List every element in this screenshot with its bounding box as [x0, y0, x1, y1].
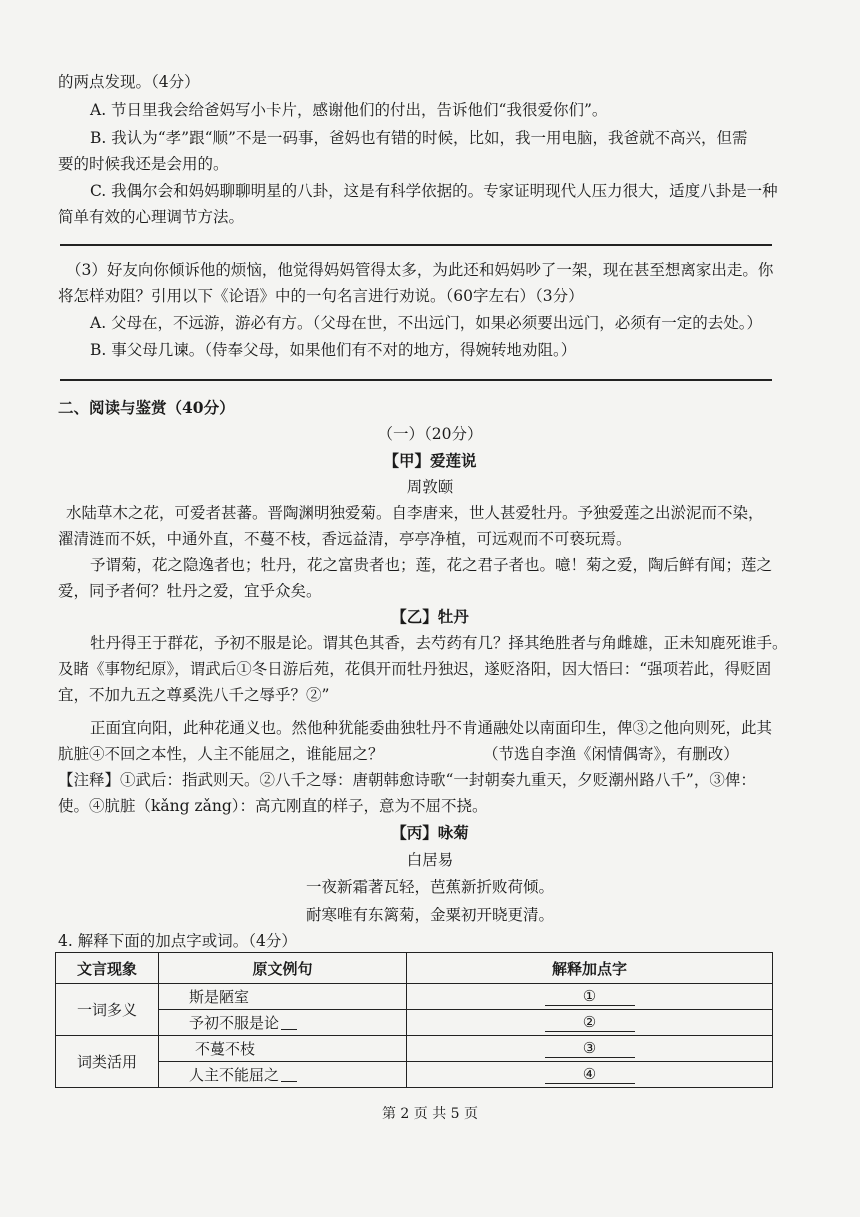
jia-p1-line1: 水陆草木之花，可爱者甚蕃。晋陶渊明独爱菊。自李唐来，世人甚爱牡丹。予独爱莲之出淤泥而不染， — [66, 504, 764, 522]
table-row — [56, 984, 773, 1010]
answer-blank[interactable]: ④ — [545, 1065, 635, 1084]
q4-table — [55, 952, 773, 1088]
bing-poem-line2: 耐寒唯有东篱菊，金粟初开晓更清。 — [305, 906, 554, 924]
answer-line-1 — [60, 244, 772, 246]
page-footer: 第 2 页 共 5 页 — [381, 1106, 479, 1122]
bing-title: 【丙】咏菊 — [391, 823, 469, 842]
answer-blank[interactable]: ① — [545, 987, 635, 1006]
sentence-blank — [281, 1067, 297, 1082]
yi-p1-line3: 宜，不加九五之尊奚洗八千之辱乎？②” — [58, 686, 330, 704]
jia-author: 周敦颐 — [406, 478, 454, 496]
answer-blank[interactable]: ② — [545, 1013, 635, 1032]
q2-option-a: A. 节日里我会给爸妈写小卡片，感谢他们的付出，告诉他们“我很爱你们”。 — [90, 101, 608, 119]
group-label-conversion: 词类活用 — [56, 1036, 159, 1088]
group-label-polysemy: 一词多义 — [56, 984, 159, 1036]
q2-option-c-line1: C. 我偶尔会和妈妈聊聊明星的八卦，这是有科学依据的。专家证明现代人压力很大，适度八卦是一种 — [90, 182, 778, 200]
q3-option-a: A. 父母在，不远游，游必有方。（父母在世，不出远门，如果必须要出远门，必须有一定的去处。） — [90, 314, 763, 332]
jia-p2-line2: 爱，同予者何？牡丹之爱，宜乎众矣。 — [58, 582, 322, 600]
example-sentence: 人主不能屈之 — [189, 1066, 280, 1084]
bing-poem-line1: 一夜新霜著瓦轻，芭蕉新折败荷倾。 — [305, 878, 554, 896]
q3-line1: （3）好友向你倾诉他的烦恼，他觉得妈妈管得太多，为此还和妈妈吵了一架，现在甚至想离家出走。你 — [66, 261, 774, 279]
yi-p1-line2: 及睹《事物纪原》，谓武后①冬日游后苑，花俱开而牡丹独迟，遂贬洛阳，因大悟曰：“强项若此，得贬固 — [58, 660, 772, 678]
example-sentence: 不蔓不枝 — [195, 1040, 256, 1058]
table-header: 文言现象 — [56, 953, 159, 984]
q3-line2: 将怎样劝阻？引用以下《论语》中的一句名言进行劝说。（60字左右）（3分） — [58, 287, 584, 305]
jia-p2-line1: 予谓菊，花之隐逸者也；牡丹，花之富贵者也；莲，花之君子者也。噫！菊之爱，陶后鲜有闻；莲之 — [90, 556, 773, 574]
table-row — [56, 1010, 773, 1036]
bing-author: 白居易 — [406, 851, 454, 869]
jia-p1-line2: 濯清涟而不妖，中通外直，不蔓不枝，香远益清，亭亭净植，可远观而不可亵玩焉。 — [58, 530, 632, 548]
q2-option-c-line2: 简单有效的心理调节方法。 — [58, 208, 245, 226]
yi-p1-line1: 牡丹得王于群花，予初不服是论。谓其色其香，去芍药有几？择其绝胜者与角雌雄，正未知鹿死谁手。 — [90, 634, 788, 652]
q3-option-b: B. 事父母几谏。（侍奉父母，如果他们有不对的地方，得婉转地劝阻。） — [90, 341, 577, 359]
yi-p2-line1: 正面宜向阳，此种花通义也。然他种犹能委曲独牡丹不肯通融处以南面印生，俾③之他向则死，此其 — [90, 719, 773, 737]
yi-note-line2: 使。④肮脏（kǎng zǎng）：高亢刚直的样子，意为不屈不挠。 — [58, 797, 488, 815]
table-row — [56, 1062, 773, 1088]
yi-p2-line2: 肮脏④不回之本性，人主不能屈之，谁能屈之？ — [58, 745, 384, 763]
section2-sub1: （一）（20分） — [377, 425, 483, 443]
answer-blank[interactable]: ③ — [545, 1039, 635, 1058]
q2-option-b-line1: B. 我认为“孝”跟“顺”不是一码事，爸妈也有错的时候，比如，我一用电脑，我爸就不高兴，但需 — [90, 129, 748, 147]
section2-title: 二、阅读与鉴赏（40分） — [58, 398, 235, 417]
jia-title: 【甲】爱莲说 — [383, 451, 477, 470]
sentence-blank — [281, 1015, 297, 1030]
table-row — [56, 1036, 773, 1062]
example-sentence: 予初不服是论 — [189, 1014, 280, 1032]
q4-title: 4. 解释下面的加点字或词。（4分） — [58, 932, 297, 950]
table-header: 解释加点字 — [407, 953, 773, 984]
q2-option-b-line2: 要的时候我还是会用的。 — [58, 155, 229, 173]
answer-line-2 — [60, 379, 772, 381]
yi-note-line1: 【注释】①武后：指武则天。②八千之辱：唐朝韩愈诗歌“一封朝奏九重天，夕贬潮州路八千”，③俾： — [58, 771, 756, 789]
table-header: 原文例句 — [159, 953, 407, 984]
yi-source: （节选自李渔《闲情偶寄》，有删改） — [483, 745, 739, 763]
example-sentence: 斯是陋室 — [189, 988, 250, 1006]
q2-line0: 的两点发现。（4分） — [58, 73, 200, 91]
yi-title: 【乙】牡丹 — [391, 607, 469, 626]
